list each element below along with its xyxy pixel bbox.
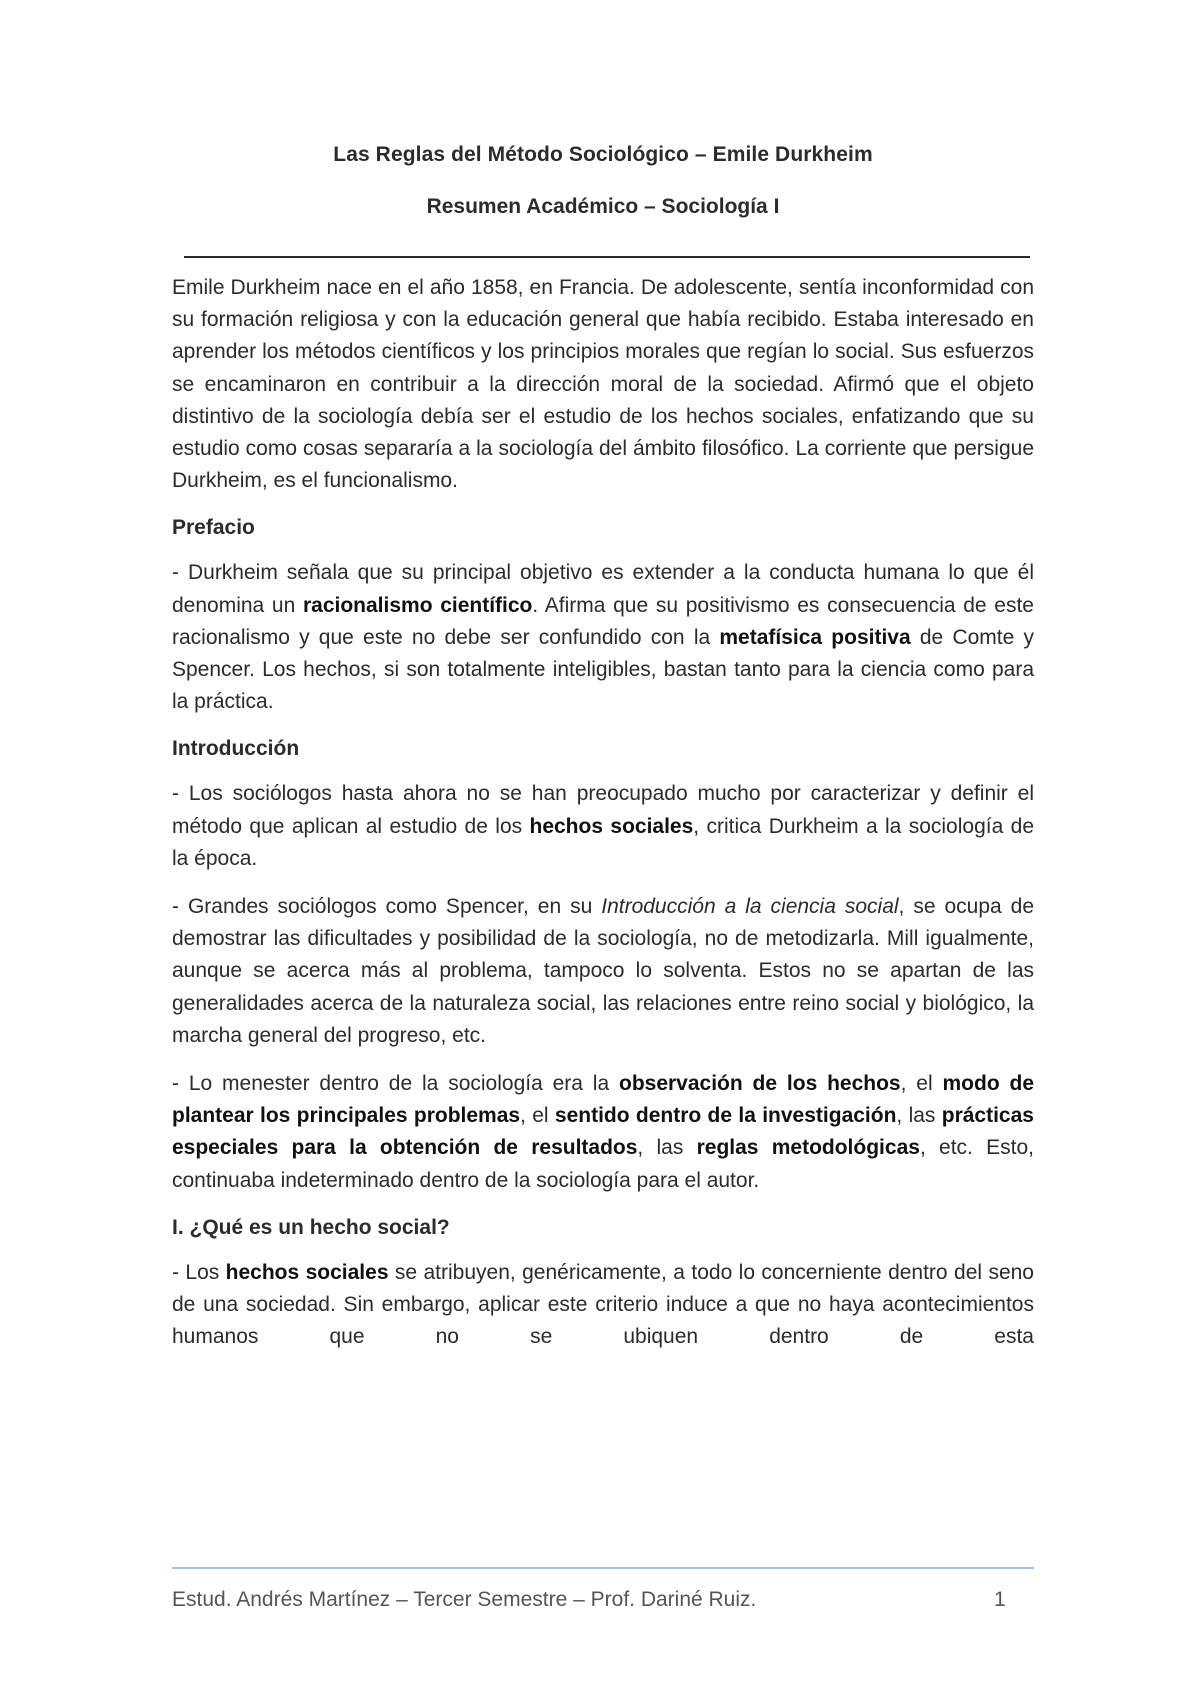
title-separator [178, 236, 1034, 266]
text-run: - Lo menester dentro de la sociología era la [172, 1072, 619, 1096]
bold-term: sentido dentro de la investigación [554, 1104, 897, 1128]
section-heading-prefacio: Prefacio [172, 516, 255, 540]
document-title: Las Reglas del Método Sociológico – Emile Durkheim [333, 143, 873, 166]
text-run: , etc. Esto, continuaba indeterminado dentro de la sociología para el autor. [172, 1136, 1034, 1192]
intro-paragraph: Emile Durkheim nace en el año 1858, en Francia. De adolescente, sentía inconformidad con su formación religiosa y con la educación general que había recibido. Estaba interesado en aprender los métodos científicos y los principios morales que regían lo social. Sus esfuerzos se encaminaron en contribuir a la dirección moral de la sociedad. Afirmó que el objeto distintivo de la sociología debía ser el estudio de los hechos sociales, enfatizando que su estudio como cosas separaría a la sociología del ámbito filosófico. La corriente que persigue Durkheim, es el funcionalismo. [172, 276, 1034, 493]
text-run: - Durkheim señala que su principal objetivo es extender a la conducta humana lo que él denomina un [172, 561, 1034, 617]
bold-term: reglas metodológicas [696, 1136, 920, 1160]
text-run: . Afirma que su positivismo es consecuencia de este racionalismo y que este no debe ser confundido con la [172, 593, 1034, 649]
bold-term: hechos sociales [529, 814, 694, 838]
introduccion-paragraph-2 [172, 891, 1034, 1052]
page-content [172, 140, 1034, 1369]
footer-text: Estud. Andrés Martínez – Tercer Semestre – Prof. Dariné Ruiz. [172, 1588, 757, 1611]
bold-term: prácticas especiales para la obtención de resultados [172, 1104, 1034, 1160]
bold-term: observación de los hechos [619, 1072, 901, 1096]
bold-term: modo de plantear los principales problemas [172, 1072, 1035, 1128]
text-run: , se ocupa de demostrar las dificultades y posibilidad de la sociología, no de metodizarla. Mill igualmente, aunque se acerca más al problema, tampoco lo solventa. Estos no se apartan de las generalidades acerca de la naturaleza social, las relaciones entre reino social y biológico, la marcha general del progreso, etc. [172, 895, 1035, 1047]
text-run: se atribuyen, genéricamente, a todo lo concerniente dentro del seno de una sociedad. Sin embargo, aplicar este criterio induce a que no haya acontecimientos humanos que no se ubiquen dentro de esta [172, 1260, 1034, 1349]
section-heading-introduccion: Introducción [172, 737, 300, 761]
footer-separator [172, 1567, 1034, 1569]
prefacio-paragraph [172, 557, 1034, 718]
text-run: , las [637, 1136, 697, 1160]
text-run: , el [900, 1072, 943, 1096]
section-heading-hecho-social: I. ¿Qué es un hecho social? [172, 1215, 450, 1239]
italic-title: Introducción a la ciencia social [601, 895, 899, 919]
text-run: , las [896, 1104, 942, 1128]
hecho-social-paragraph [172, 1257, 1034, 1354]
introduccion-paragraph-1 [172, 778, 1034, 875]
text-run: de Comte y Spencer. Los hechos, si son totalmente inteligibles, bastan tanto para la ciencia como para la práctica. [172, 625, 1034, 714]
bold-term: metafísica positiva [719, 625, 911, 649]
bold-term: racionalismo científico [302, 593, 533, 617]
bold-term: hechos sociales [225, 1260, 389, 1284]
text-run: - Los sociólogos hasta ahora no se han preocupado mucho por caracterizar y definir el método que aplican al estudio de los [172, 782, 1034, 838]
text-run: , el [520, 1104, 555, 1128]
text-run: - Grandes sociólogos como Spencer, en su [172, 895, 602, 919]
document-subtitle: Resumen Académico – Sociología I [426, 195, 780, 218]
text-run: - Los [172, 1260, 226, 1284]
page-number: 1 [994, 1588, 1006, 1611]
text-run: , critica Durkheim a la sociología de la época. [172, 814, 1034, 870]
separator-line [184, 256, 1030, 258]
introduccion-paragraph-3 [172, 1068, 1034, 1197]
